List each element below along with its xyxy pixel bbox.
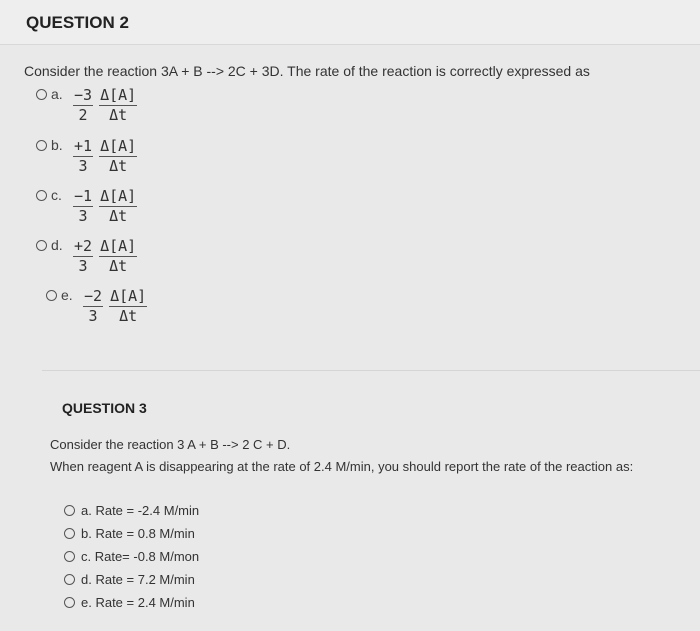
rate-denominator: Δt xyxy=(109,157,128,175)
q3-option-c[interactable] xyxy=(64,549,199,564)
question-2-prompt: Consider the reaction 3A + B --> 2C + 3D. The rate of the reaction is correctly expressed as xyxy=(24,63,590,79)
q3-option-d[interactable] xyxy=(64,572,195,587)
option-label: d. Rate = 7.2 M/min xyxy=(81,572,195,587)
q2-option-d[interactable] xyxy=(36,237,137,276)
coefficient-denominator: 2 xyxy=(78,106,88,124)
coefficient-numerator: +1 xyxy=(74,137,93,155)
coefficient-denominator: 3 xyxy=(78,157,88,175)
rate-numerator: Δ[A] xyxy=(100,187,137,205)
q3-option-e[interactable] xyxy=(64,595,195,610)
q3-option-a[interactable] xyxy=(64,503,199,518)
radio-button[interactable] xyxy=(64,597,75,608)
coefficient-denominator: 3 xyxy=(78,207,88,225)
rate-fraction xyxy=(109,287,147,326)
q2-option-a[interactable] xyxy=(36,86,137,125)
radio-button[interactable] xyxy=(36,89,47,100)
coefficient-fraction xyxy=(73,237,93,276)
rate-numerator: Δ[A] xyxy=(110,287,147,305)
coefficient-numerator: +2 xyxy=(74,237,93,255)
rate-fraction xyxy=(99,237,137,276)
rate-fraction xyxy=(99,86,137,125)
section-divider xyxy=(42,370,700,371)
option-letter: e. xyxy=(61,287,73,303)
coefficient-numerator: −3 xyxy=(74,86,93,104)
rate-denominator: Δt xyxy=(109,207,128,225)
q3-option-b[interactable] xyxy=(64,526,195,541)
coefficient-fraction xyxy=(73,187,93,226)
question-3-title: QUESTION 3 xyxy=(62,400,147,416)
radio-button[interactable] xyxy=(64,574,75,585)
radio-button[interactable] xyxy=(36,240,47,251)
q2-option-c[interactable] xyxy=(36,187,137,226)
radio-button[interactable] xyxy=(36,140,47,151)
option-letter: c. xyxy=(51,187,62,203)
question-3-prompt: When reagent A is disappearing at the rate of 2.4 M/min, you should report the rate of the reaction as: xyxy=(50,459,634,474)
question-2-title: QUESTION 2 xyxy=(26,13,129,32)
radio-button[interactable] xyxy=(46,290,57,301)
option-letter: a. xyxy=(51,86,63,102)
q2-option-e[interactable] xyxy=(46,287,147,326)
radio-button[interactable] xyxy=(64,551,75,562)
option-label: a. Rate = -2.4 M/min xyxy=(81,503,200,518)
rate-numerator: Δ[A] xyxy=(100,137,137,155)
rate-numerator: Δ[A] xyxy=(100,86,137,104)
option-letter: d. xyxy=(51,237,63,253)
question-3-reaction: Consider the reaction 3 A + B --> 2 C + D. xyxy=(50,437,291,452)
coefficient-fraction xyxy=(73,86,93,125)
rate-denominator: Δt xyxy=(109,257,128,275)
rate-denominator: Δt xyxy=(119,307,138,325)
coefficient-numerator: −2 xyxy=(84,287,103,305)
coefficient-denominator: 3 xyxy=(78,257,88,275)
rate-denominator: Δt xyxy=(109,106,128,124)
option-label: b. Rate = 0.8 M/min xyxy=(81,526,195,541)
radio-button[interactable] xyxy=(64,505,75,516)
option-label: e. Rate = 2.4 M/min xyxy=(81,595,195,610)
q2-option-b[interactable] xyxy=(36,137,137,176)
rate-numerator: Δ[A] xyxy=(100,237,137,255)
option-label: c. Rate= -0.8 M/mon xyxy=(81,549,200,564)
rate-fraction xyxy=(99,137,137,176)
rate-fraction xyxy=(99,187,137,226)
radio-button[interactable] xyxy=(64,528,75,539)
coefficient-numerator: −1 xyxy=(74,187,93,205)
radio-button[interactable] xyxy=(36,190,47,201)
coefficient-fraction xyxy=(73,137,93,176)
coefficient-denominator: 3 xyxy=(88,307,98,325)
question-2-header xyxy=(0,0,700,45)
option-letter: b. xyxy=(51,137,63,153)
coefficient-fraction xyxy=(83,287,103,326)
